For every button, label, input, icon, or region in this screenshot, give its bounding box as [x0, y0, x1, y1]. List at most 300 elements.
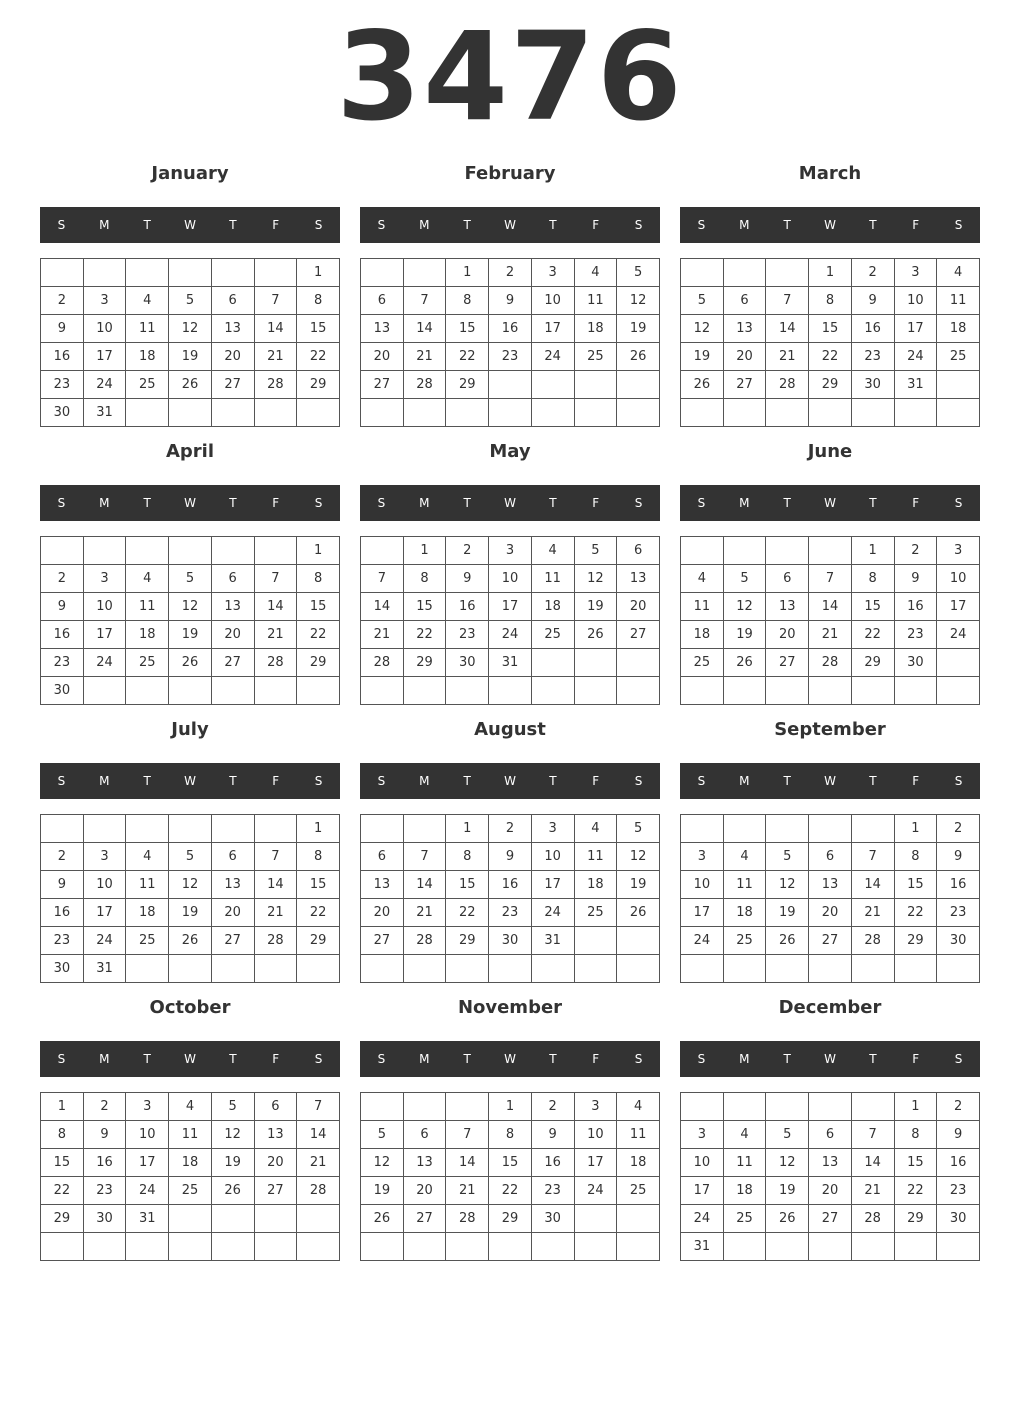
day-cell: 16 — [446, 593, 489, 621]
day-cell: 12 — [766, 1149, 809, 1177]
day-cell — [617, 927, 660, 955]
day-cell: 15 — [297, 593, 340, 621]
week-row — [41, 843, 340, 871]
day-cell: 18 — [126, 343, 169, 371]
day-cell: 7 — [851, 1121, 894, 1149]
day-cell: 16 — [41, 343, 84, 371]
day-cell: 14 — [403, 315, 446, 343]
day-cell: 3 — [126, 1093, 169, 1121]
week-row — [681, 565, 980, 593]
week-row — [361, 399, 660, 427]
day-cell: 6 — [211, 843, 254, 871]
day-cell: 28 — [446, 1205, 489, 1233]
day-cell: 9 — [41, 871, 84, 899]
week-row — [41, 259, 340, 287]
day-cell: 9 — [489, 843, 532, 871]
day-cell: 20 — [211, 899, 254, 927]
week-row — [681, 843, 980, 871]
day-cell: 24 — [531, 899, 574, 927]
day-cell: 26 — [723, 649, 766, 677]
day-cell: 23 — [41, 927, 84, 955]
week-row — [681, 315, 980, 343]
day-cell: 11 — [574, 843, 617, 871]
day-cell: 15 — [446, 315, 489, 343]
day-cell — [297, 399, 340, 427]
weekday-label: T — [463, 774, 471, 788]
day-cell — [766, 399, 809, 427]
week-row — [41, 287, 340, 315]
day-cell: 4 — [681, 565, 724, 593]
week-row — [361, 899, 660, 927]
day-cell: 27 — [254, 1177, 297, 1205]
day-cell: 14 — [766, 315, 809, 343]
week-row — [681, 1093, 980, 1121]
day-cell: 1 — [489, 1093, 532, 1121]
day-cell: 4 — [723, 843, 766, 871]
week-row — [681, 649, 980, 677]
day-cell — [851, 677, 894, 705]
day-cell: 31 — [531, 927, 574, 955]
day-cell: 6 — [211, 287, 254, 315]
day-cell: 14 — [403, 871, 446, 899]
week-row — [41, 955, 340, 983]
day-cell — [851, 1093, 894, 1121]
day-cell — [169, 955, 212, 983]
weekday-label: S — [57, 1052, 66, 1066]
month-name: January — [151, 163, 229, 184]
weekday-header — [680, 207, 980, 243]
day-cell — [361, 1093, 404, 1121]
weekday-label: M — [739, 218, 750, 232]
weekday-label: S — [634, 774, 643, 788]
weekday-label: M — [739, 774, 750, 788]
day-cell: 3 — [531, 815, 574, 843]
day-cell — [169, 1205, 212, 1233]
weekday-label: W — [824, 218, 836, 232]
weekday-label: T — [549, 218, 557, 232]
month-name: March — [798, 163, 862, 184]
week-row — [361, 593, 660, 621]
day-cell: 20 — [403, 1177, 446, 1205]
day-cell: 11 — [126, 593, 169, 621]
day-cell — [574, 955, 617, 983]
day-cell: 26 — [169, 927, 212, 955]
day-cell — [617, 649, 660, 677]
weekday-label: T — [143, 496, 151, 510]
day-cell — [809, 1233, 852, 1261]
week-row — [41, 343, 340, 371]
weekday-label: S — [697, 218, 706, 232]
day-cell: 10 — [531, 843, 574, 871]
weekday-label: S — [697, 774, 706, 788]
weekday-label: T — [783, 496, 791, 510]
day-cell: 14 — [361, 593, 404, 621]
day-cell: 16 — [894, 593, 937, 621]
week-row — [681, 259, 980, 287]
day-cell — [809, 955, 852, 983]
day-cell: 21 — [403, 899, 446, 927]
day-cell: 27 — [809, 927, 852, 955]
weekday-label: M — [739, 1052, 750, 1066]
day-cell — [809, 677, 852, 705]
day-cell — [531, 955, 574, 983]
day-cell: 15 — [489, 1149, 532, 1177]
day-cell: 16 — [851, 315, 894, 343]
day-cell: 12 — [766, 871, 809, 899]
day-cell: 1 — [894, 815, 937, 843]
day-cell: 29 — [41, 1205, 84, 1233]
day-cell: 28 — [766, 371, 809, 399]
day-cell: 24 — [83, 927, 126, 955]
week-row — [41, 1177, 340, 1205]
day-cell: 13 — [617, 565, 660, 593]
weekday-header — [360, 763, 660, 799]
day-cell: 4 — [574, 259, 617, 287]
day-cell — [851, 1233, 894, 1261]
day-cell: 9 — [531, 1121, 574, 1149]
week-row — [361, 649, 660, 677]
day-cell: 1 — [851, 537, 894, 565]
day-cell: 6 — [361, 843, 404, 871]
week-row — [41, 1093, 340, 1121]
day-cell — [681, 677, 724, 705]
day-cell: 25 — [574, 899, 617, 927]
day-cell: 15 — [297, 871, 340, 899]
day-cell — [531, 399, 574, 427]
weekday-label: F — [272, 774, 280, 788]
day-cell: 12 — [169, 315, 212, 343]
day-cell: 18 — [169, 1149, 212, 1177]
weekday-label: W — [184, 774, 196, 788]
day-cell: 12 — [169, 593, 212, 621]
day-cell: 2 — [41, 287, 84, 315]
week-row — [361, 927, 660, 955]
week-row — [361, 621, 660, 649]
day-cell — [126, 399, 169, 427]
day-cell: 29 — [894, 1205, 937, 1233]
day-cell: 20 — [361, 343, 404, 371]
day-cell: 7 — [766, 287, 809, 315]
day-grid — [680, 536, 980, 705]
day-cell: 19 — [169, 899, 212, 927]
weekday-header — [680, 763, 980, 799]
weekday-label: S — [57, 218, 66, 232]
weekday-label: F — [592, 496, 600, 510]
weekday-label: M — [419, 496, 430, 510]
day-cell: 30 — [531, 1205, 574, 1233]
weekday-label: S — [634, 1052, 643, 1066]
day-cell: 26 — [169, 649, 212, 677]
weekday-label: W — [184, 1052, 196, 1066]
weekday-label: T — [549, 774, 557, 788]
weekday-label: W — [504, 1052, 516, 1066]
day-grid — [680, 1092, 980, 1261]
day-cell: 2 — [446, 537, 489, 565]
week-row — [41, 399, 340, 427]
day-cell — [126, 815, 169, 843]
day-cell: 28 — [809, 649, 852, 677]
week-row — [41, 871, 340, 899]
day-cell: 13 — [809, 871, 852, 899]
day-cell — [83, 537, 126, 565]
day-cell — [446, 955, 489, 983]
day-cell — [361, 955, 404, 983]
day-cell: 9 — [489, 287, 532, 315]
day-cell: 1 — [403, 537, 446, 565]
day-cell: 14 — [809, 593, 852, 621]
day-cell: 18 — [937, 315, 980, 343]
day-cell — [617, 1233, 660, 1261]
day-cell — [489, 399, 532, 427]
weekday-label: F — [912, 496, 920, 510]
day-cell — [211, 1233, 254, 1261]
week-row — [681, 1205, 980, 1233]
day-cell: 23 — [937, 899, 980, 927]
day-cell: 22 — [41, 1177, 84, 1205]
day-cell: 14 — [254, 871, 297, 899]
day-cell — [211, 537, 254, 565]
day-cell: 29 — [297, 927, 340, 955]
day-cell: 28 — [297, 1177, 340, 1205]
day-cell — [254, 815, 297, 843]
day-cell — [403, 1093, 446, 1121]
day-cell — [41, 1233, 84, 1261]
day-cell: 17 — [83, 899, 126, 927]
week-row — [41, 537, 340, 565]
day-cell: 29 — [297, 371, 340, 399]
week-row — [681, 399, 980, 427]
day-cell: 7 — [297, 1093, 340, 1121]
day-cell — [211, 677, 254, 705]
day-cell — [894, 1233, 937, 1261]
weekday-label: T — [869, 1052, 877, 1066]
day-cell: 30 — [83, 1205, 126, 1233]
day-grid — [40, 258, 340, 427]
week-row — [41, 1205, 340, 1233]
week-row — [681, 343, 980, 371]
day-cell: 4 — [574, 815, 617, 843]
weekday-label: S — [314, 1052, 323, 1066]
day-cell — [809, 815, 852, 843]
day-cell: 8 — [446, 843, 489, 871]
day-cell — [531, 677, 574, 705]
day-cell: 24 — [681, 927, 724, 955]
day-cell: 31 — [126, 1205, 169, 1233]
day-cell: 11 — [723, 871, 766, 899]
day-cell: 5 — [723, 565, 766, 593]
day-cell: 30 — [937, 1205, 980, 1233]
day-cell — [681, 537, 724, 565]
day-cell: 22 — [297, 343, 340, 371]
day-cell: 23 — [937, 1177, 980, 1205]
day-cell: 22 — [446, 343, 489, 371]
day-cell: 30 — [41, 955, 84, 983]
year-title: 3476 — [336, 6, 684, 148]
day-cell: 10 — [83, 315, 126, 343]
day-cell: 16 — [41, 899, 84, 927]
day-cell: 26 — [169, 371, 212, 399]
day-cell: 18 — [574, 871, 617, 899]
day-cell: 19 — [361, 1177, 404, 1205]
day-cell: 15 — [894, 871, 937, 899]
day-cell: 17 — [531, 315, 574, 343]
day-cell: 28 — [851, 927, 894, 955]
weekday-label: S — [954, 218, 963, 232]
day-cell: 12 — [723, 593, 766, 621]
day-cell — [446, 1093, 489, 1121]
weekday-label: S — [954, 496, 963, 510]
day-cell — [894, 399, 937, 427]
day-cell: 7 — [361, 565, 404, 593]
day-cell: 17 — [937, 593, 980, 621]
day-cell: 1 — [894, 1093, 937, 1121]
day-cell: 8 — [297, 287, 340, 315]
day-grid — [40, 536, 340, 705]
day-cell: 7 — [254, 843, 297, 871]
day-cell: 2 — [83, 1093, 126, 1121]
day-cell: 14 — [254, 315, 297, 343]
day-cell: 17 — [489, 593, 532, 621]
day-cell — [937, 399, 980, 427]
day-cell: 22 — [894, 899, 937, 927]
weekday-header — [680, 1041, 980, 1077]
day-grid — [360, 258, 660, 427]
day-cell — [403, 1233, 446, 1261]
day-cell: 17 — [681, 899, 724, 927]
day-cell: 24 — [489, 621, 532, 649]
day-cell: 7 — [403, 287, 446, 315]
day-cell — [126, 955, 169, 983]
day-cell: 1 — [297, 815, 340, 843]
day-cell: 10 — [937, 565, 980, 593]
day-cell — [254, 1233, 297, 1261]
month-name: June — [807, 441, 853, 462]
week-row — [361, 955, 660, 983]
day-cell: 28 — [403, 927, 446, 955]
weekday-label: S — [954, 1052, 963, 1066]
day-cell: 21 — [254, 621, 297, 649]
day-cell — [766, 815, 809, 843]
day-cell — [723, 1233, 766, 1261]
day-cell: 15 — [41, 1149, 84, 1177]
day-cell: 7 — [851, 843, 894, 871]
weekday-label: F — [272, 218, 280, 232]
day-cell: 3 — [681, 1121, 724, 1149]
day-cell: 15 — [851, 593, 894, 621]
day-cell: 17 — [681, 1177, 724, 1205]
day-cell — [169, 537, 212, 565]
day-cell — [617, 371, 660, 399]
day-cell: 19 — [766, 1177, 809, 1205]
day-cell: 5 — [766, 1121, 809, 1149]
day-cell: 29 — [403, 649, 446, 677]
day-cell: 26 — [574, 621, 617, 649]
day-cell — [254, 677, 297, 705]
day-cell: 3 — [681, 843, 724, 871]
day-cell: 2 — [894, 537, 937, 565]
week-row — [41, 315, 340, 343]
week-row — [361, 871, 660, 899]
day-cell: 22 — [297, 899, 340, 927]
day-cell: 25 — [531, 621, 574, 649]
day-cell: 30 — [41, 677, 84, 705]
day-cell — [169, 259, 212, 287]
day-cell — [574, 649, 617, 677]
day-cell: 17 — [83, 621, 126, 649]
day-cell: 11 — [126, 871, 169, 899]
day-cell: 13 — [723, 315, 766, 343]
week-row — [361, 259, 660, 287]
day-cell: 6 — [361, 287, 404, 315]
day-cell: 6 — [254, 1093, 297, 1121]
day-cell: 28 — [254, 649, 297, 677]
weekday-label: S — [697, 496, 706, 510]
weekday-label: F — [272, 496, 280, 510]
day-cell — [126, 1233, 169, 1261]
week-row — [361, 287, 660, 315]
day-cell: 6 — [617, 537, 660, 565]
month-name: July — [171, 719, 209, 740]
day-cell: 9 — [937, 1121, 980, 1149]
day-cell: 2 — [851, 259, 894, 287]
day-cell: 25 — [126, 927, 169, 955]
day-cell: 19 — [617, 871, 660, 899]
day-cell — [361, 537, 404, 565]
day-cell — [211, 399, 254, 427]
day-cell: 10 — [894, 287, 937, 315]
day-cell: 25 — [126, 371, 169, 399]
day-cell: 9 — [446, 565, 489, 593]
day-cell — [489, 1233, 532, 1261]
day-cell: 13 — [254, 1121, 297, 1149]
day-cell: 20 — [254, 1149, 297, 1177]
weekday-label: M — [419, 774, 430, 788]
weekday-header — [40, 1041, 340, 1077]
day-cell — [723, 815, 766, 843]
day-cell: 21 — [297, 1149, 340, 1177]
day-cell: 28 — [361, 649, 404, 677]
day-cell: 30 — [446, 649, 489, 677]
day-cell — [254, 1205, 297, 1233]
day-cell: 8 — [809, 287, 852, 315]
day-cell: 5 — [574, 537, 617, 565]
day-cell: 1 — [297, 537, 340, 565]
day-grid — [360, 536, 660, 705]
day-cell: 29 — [809, 371, 852, 399]
day-cell: 8 — [403, 565, 446, 593]
day-cell — [361, 259, 404, 287]
day-cell: 30 — [41, 399, 84, 427]
day-cell: 18 — [723, 1177, 766, 1205]
day-cell: 13 — [211, 315, 254, 343]
day-cell: 3 — [83, 287, 126, 315]
week-row — [41, 927, 340, 955]
day-cell: 27 — [617, 621, 660, 649]
week-row — [681, 537, 980, 565]
day-cell — [403, 259, 446, 287]
day-cell: 29 — [446, 371, 489, 399]
day-cell — [361, 815, 404, 843]
day-cell — [41, 259, 84, 287]
day-cell: 9 — [41, 315, 84, 343]
day-cell — [403, 815, 446, 843]
day-cell: 6 — [766, 565, 809, 593]
weekday-header — [40, 763, 340, 799]
week-row — [681, 1149, 980, 1177]
day-cell: 24 — [894, 343, 937, 371]
day-cell — [766, 955, 809, 983]
day-grid — [680, 814, 980, 983]
